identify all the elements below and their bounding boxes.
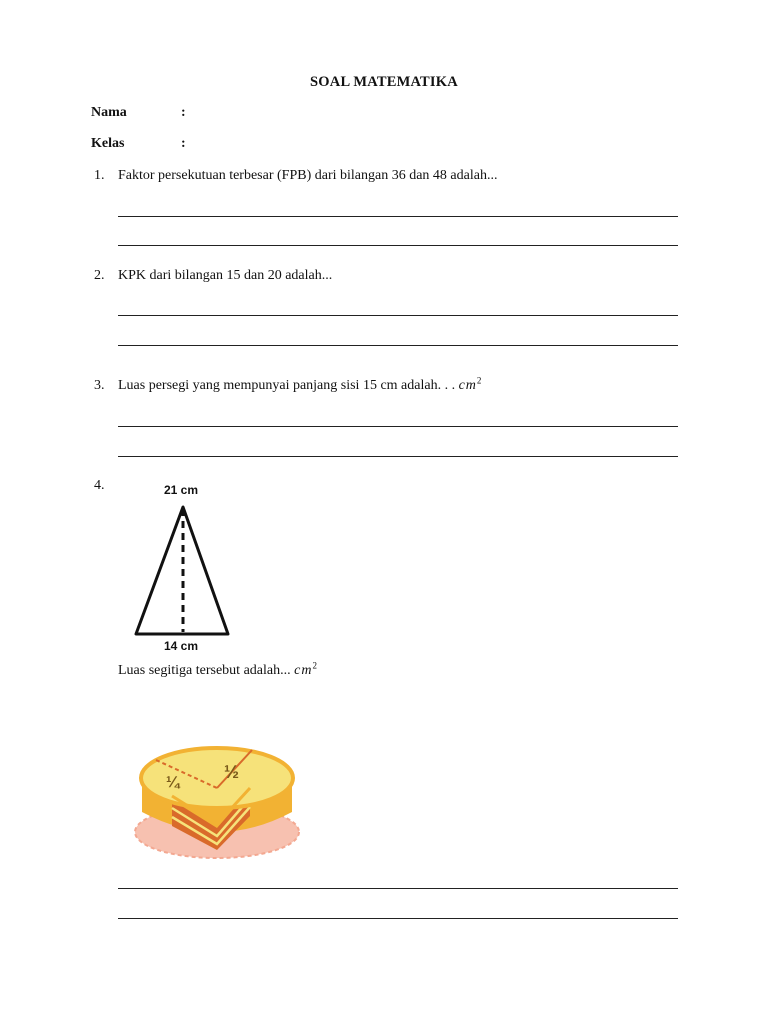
field-nama-colon: : (181, 105, 186, 120)
question-3-unit: cm (458, 378, 477, 393)
page-title: SOAL MATEMATIKA (310, 74, 458, 90)
answer-line[interactable] (118, 216, 678, 217)
question-4-text (118, 660, 317, 679)
question-4-number: 4. (94, 478, 105, 493)
answer-line[interactable] (118, 315, 678, 316)
question-4-unit: cm (294, 663, 313, 678)
answer-line[interactable] (118, 345, 678, 346)
triangle-figure (130, 500, 240, 640)
answer-line[interactable] (118, 456, 678, 457)
question-4-prompt: Luas segitiga tersebut adalah... (118, 663, 295, 678)
triangle-base-label: 14 cm (164, 639, 199, 653)
answer-line[interactable] (118, 426, 678, 427)
field-nama (91, 105, 186, 121)
question-1-number: 1. (94, 168, 105, 183)
question-2-text: KPK dari bilangan 15 dan 20 adalah... (118, 268, 333, 283)
question-3-prompt: Luas persegi yang mempunyai panjang sisi 15 cm adalah. . . (118, 378, 459, 393)
cake-figure (132, 740, 302, 865)
question-1-text: Faktor persekutuan terbesar (FPB) dari bilangan 36 dan 48 adalah... (118, 168, 498, 183)
cake-label-quarter: ¼ (166, 774, 180, 791)
question-2-number: 2. (94, 268, 105, 283)
field-kelas (91, 136, 186, 152)
answer-line[interactable] (118, 888, 678, 889)
field-nama-label: Nama (91, 105, 127, 120)
cake-top (141, 748, 293, 808)
field-kelas-label: Kelas (91, 136, 125, 151)
triangle-top-label: 21 cm (164, 483, 199, 497)
question-3-number: 3. (94, 378, 105, 393)
question-3-unit-exponent: 2 (476, 375, 482, 386)
answer-line[interactable] (118, 918, 678, 919)
question-4-unit-exponent: 2 (312, 660, 317, 671)
question-3-text (118, 375, 482, 394)
field-kelas-colon: : (181, 136, 186, 151)
answer-line[interactable] (118, 245, 678, 246)
cake-label-half: ½ (224, 762, 240, 782)
